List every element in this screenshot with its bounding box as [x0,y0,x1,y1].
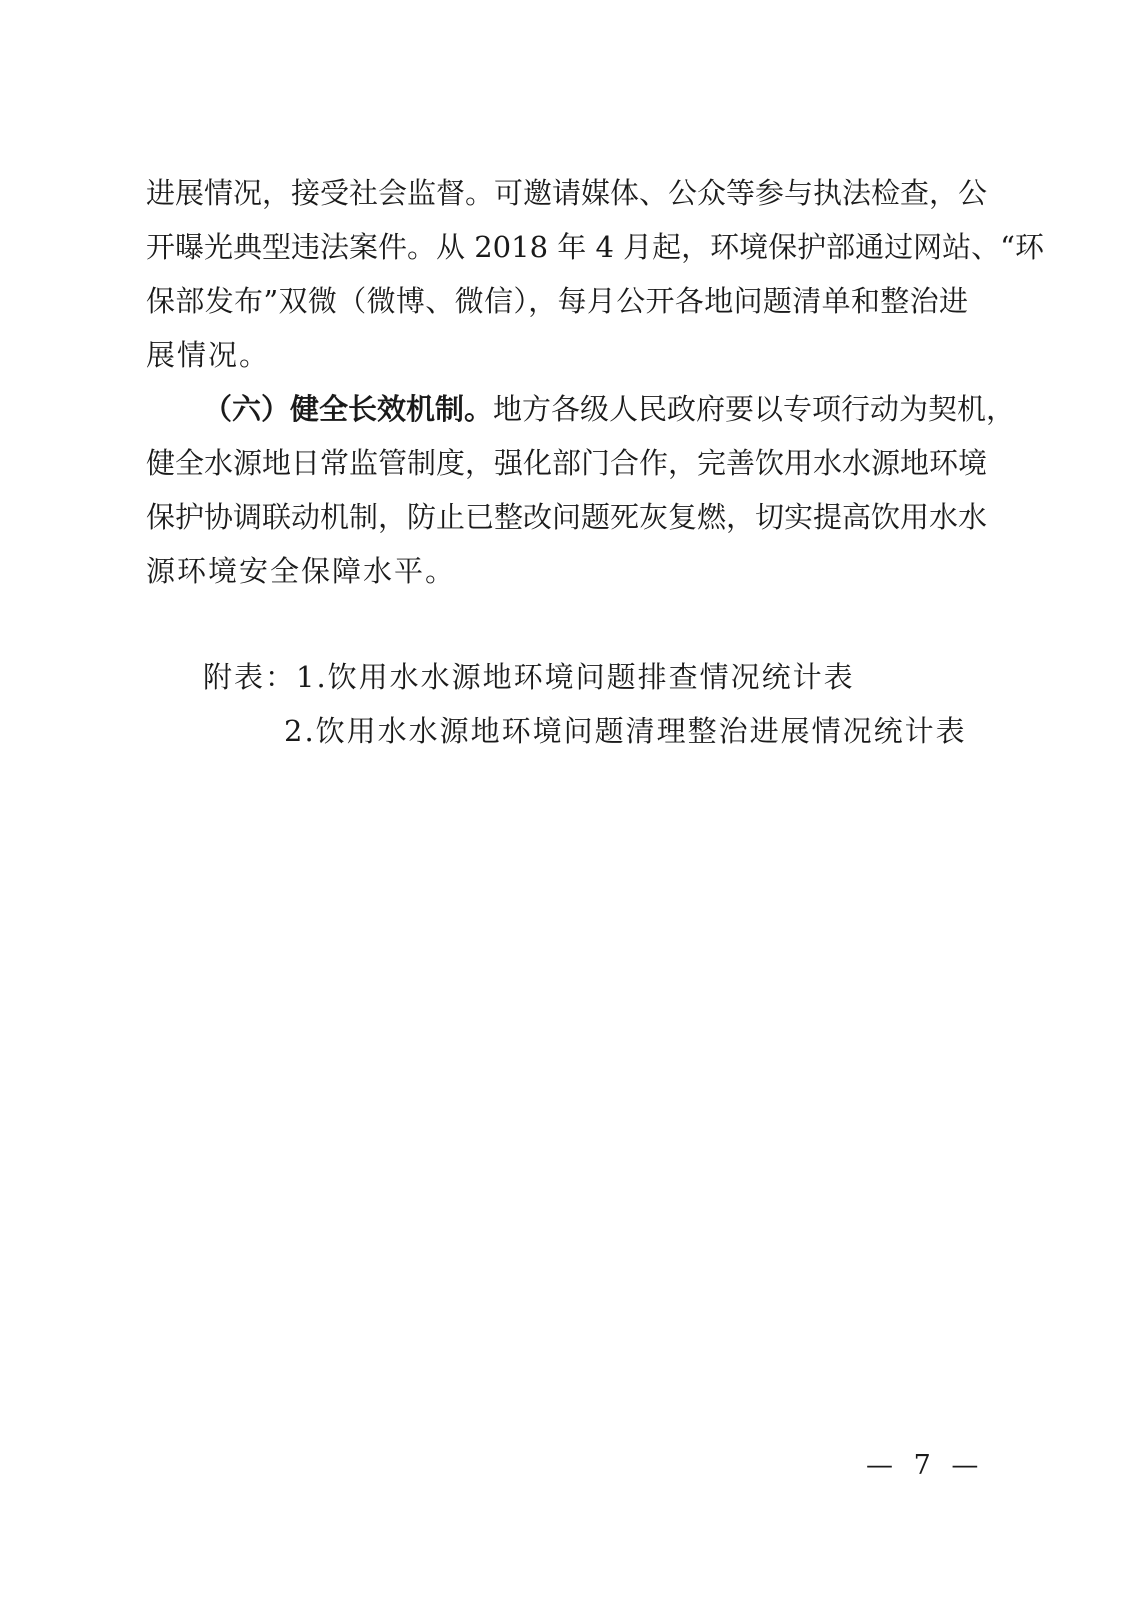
page-number: — 7 — [866,1450,985,1481]
paragraph-line: 进展情况，接受社会监督。可邀请媒体、公众等参与执法检查，公 [146,176,988,210]
attachment-item: 1.饮用水水源地环境问题排查情况统计表 [296,660,855,694]
paragraph-line: 保护协调联动机制，防止已整改问题死灰复燃，切实提高饮用水水 [146,500,988,534]
paragraph-line: 展情况。 [146,338,271,372]
paragraph-first-line [203,391,1016,427]
attachment-label: 附表： [203,660,297,694]
attachment-item: 2.饮用水水源地环境问题清理整治进展情况统计表 [284,714,967,748]
paragraph-line: 源环境安全保障水平。 [146,554,457,588]
paragraph-line-rest: 地方各级人民政府要以专项行动为契机， [493,392,1016,426]
paragraph-line: 保部发布”双微（微博、微信），每月公开各地问题清单和整治进 [146,284,968,318]
paragraph-line: 健全水源地日常监管制度，强化部门合作，完善饮用水水源地环境 [146,446,988,480]
attachment-line-1 [203,659,855,695]
section-heading: （六）健全长效机制。 [203,392,494,426]
paragraph-line: 开曝光典型违法案件。从 2018 年 4 月起，环境保护部通过网站、“环 [146,230,1044,264]
